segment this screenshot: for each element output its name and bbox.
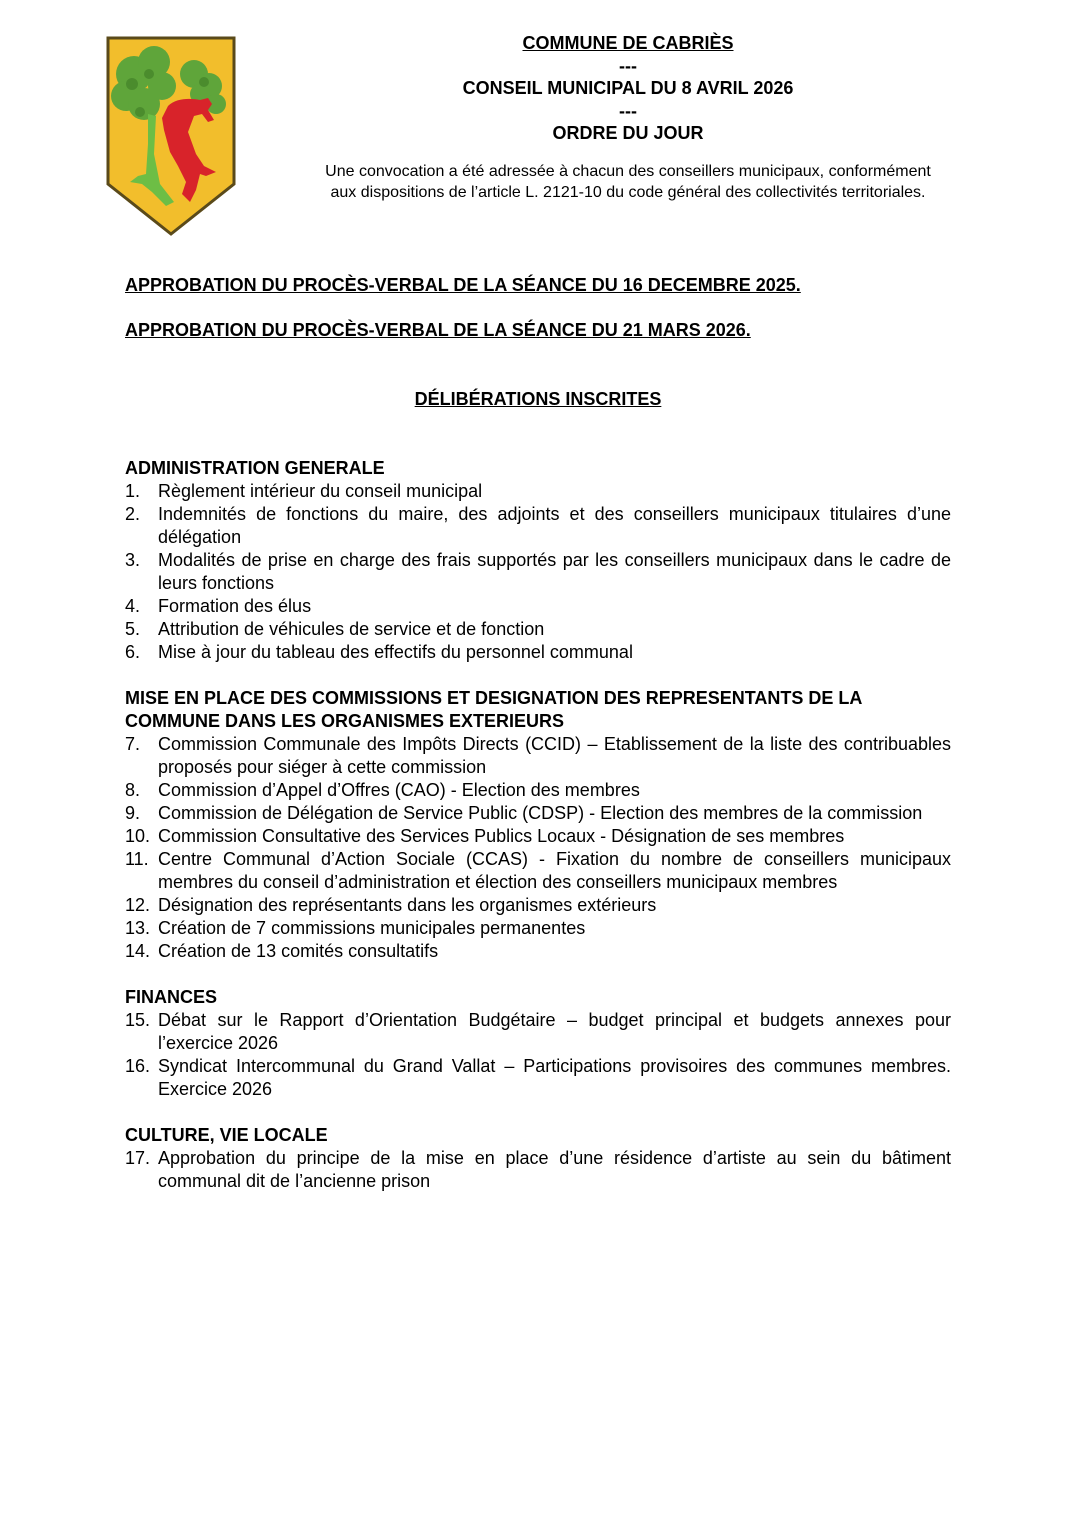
agenda-item: [125, 733, 951, 779]
item-text: Règlement intérieur du conseil municipal: [158, 481, 483, 501]
item-number: 7.: [125, 734, 141, 754]
agenda-item: [125, 1055, 951, 1101]
item-text: Centre Communal d’Action Sociale (CCAS) - Fixation du nombre de conseillers municipaux membres du conseil d’administration et élection des conseillers municipaux membres: [158, 849, 951, 892]
item-text: Modalités de prise en charge des frais supportés par les conseillers municipaux dans le cadre de leurs fonctions: [158, 550, 951, 593]
section-title: CULTURE, VIE LOCALE: [125, 1125, 328, 1145]
section-administration: [125, 457, 951, 664]
agenda-item: [125, 1009, 951, 1055]
item-text: Création de 13 comités consultatifs: [158, 941, 439, 961]
agenda-item: [125, 549, 951, 595]
item-number: 5.: [125, 619, 141, 639]
item-text: Commission Communale des Impôts Directs (CCID) – Etablissement de la liste des contribuables proposés pour siéger à cette commission: [158, 734, 951, 777]
item-text: Commission Consultative des Services Publics Locaux - Désignation de ses membres: [158, 826, 845, 846]
item-text: Débat sur le Rapport d’Orientation Budgétaire – budget principal et budgets annexes pour l’exercice 2026: [158, 1010, 951, 1053]
agenda-item: [125, 802, 951, 825]
deliberations-title: DÉLIBÉRATIONS INSCRITES: [414, 389, 662, 409]
agenda-title: ORDRE DU JOUR: [552, 123, 704, 143]
item-number: 1.: [125, 481, 141, 501]
agenda-item: [125, 1147, 951, 1193]
item-text: Formation des élus: [158, 596, 312, 616]
agenda-item: [125, 595, 951, 618]
item-number: 13.: [125, 918, 151, 938]
section-culture: [125, 1124, 951, 1193]
separator: ---: [619, 56, 637, 76]
item-text: Indemnités de fonctions du maire, des adjoints et des conseillers municipaux titulaires d’une délégation: [158, 504, 951, 547]
item-text: Approbation du principe de la mise en place d’une résidence d’artiste au sein du bâtiment communal dit de l’ancienne prison: [158, 1148, 951, 1191]
item-text: Commission de Délégation de Service Public (CDSP) - Election des membres de la commission: [158, 803, 923, 823]
item-number: 12.: [125, 895, 151, 915]
commune-name: COMMUNE DE CABRIÈS: [522, 33, 734, 53]
item-number: 6.: [125, 642, 141, 662]
agenda-item: [125, 779, 951, 802]
agenda-sections: [125, 457, 951, 1216]
agenda-item: [125, 848, 951, 894]
item-number: 17.: [125, 1148, 151, 1168]
section-title: FINANCES: [125, 987, 218, 1007]
convocation-notice: Une convocation a été adressée à chacun des conseillers municipaux, conformément aux dispositions de l’article L. 2121-10 du code général des collectivités territoriales.: [325, 163, 931, 201]
item-number: 11.: [125, 849, 149, 869]
section-title: MISE EN PLACE DES COMMISSIONS ET DESIGNATION DES REPRESENTANTS DE LA COMMUNE DANS LES ORGANISMES EXTERIEURS: [125, 688, 862, 731]
coat-of-arms-icon: [104, 34, 238, 238]
agenda-item: [125, 940, 951, 963]
item-number: 3.: [125, 550, 141, 570]
agenda-item: [125, 503, 951, 549]
separator: ---: [619, 101, 637, 121]
agenda-item: [125, 480, 951, 503]
section-title: ADMINISTRATION GENERALE: [125, 458, 385, 478]
approvals-block: [125, 274, 955, 364]
item-text: Syndicat Intercommunal du Grand Vallat – Participations provisoires des communes membres. Exercice 2026: [158, 1056, 951, 1099]
item-text: Désignation des représentants dans les organismes extérieurs: [158, 895, 657, 915]
approval-item: APPROBATION DU PROCÈS-VERBAL DE LA SÉANCE DU 16 DECEMBRE 2025.: [125, 275, 801, 295]
agenda-item: [125, 641, 951, 664]
item-number: 16.: [125, 1056, 151, 1076]
item-text: Attribution de véhicules de service et de fonction: [158, 619, 545, 639]
agenda-item: [125, 825, 951, 848]
item-number: 4.: [125, 596, 141, 616]
section-finances: [125, 986, 951, 1101]
section-commissions: [125, 687, 951, 963]
item-number: 8.: [125, 780, 141, 800]
item-number: 9.: [125, 803, 141, 823]
item-number: 14.: [125, 941, 151, 961]
item-number: 10.: [125, 826, 151, 846]
agenda-item: [125, 894, 951, 917]
agenda-item: [125, 618, 951, 641]
approval-item: APPROBATION DU PROCÈS-VERBAL DE LA SÉANCE DU 21 MARS 2026.: [125, 320, 751, 340]
item-number: 15.: [125, 1010, 151, 1030]
item-text: Mise à jour du tableau des effectifs du personnel communal: [158, 642, 633, 662]
agenda-item: [125, 917, 951, 940]
document-header: [318, 32, 938, 203]
item-number: 2.: [125, 504, 141, 524]
item-text: Création de 7 commissions municipales permanentes: [158, 918, 586, 938]
item-text: Commission d’Appel d’Offres (CAO) - Election des membres: [158, 780, 640, 800]
council-title: CONSEIL MUNICIPAL DU 8 AVRIL 2026: [462, 78, 794, 98]
